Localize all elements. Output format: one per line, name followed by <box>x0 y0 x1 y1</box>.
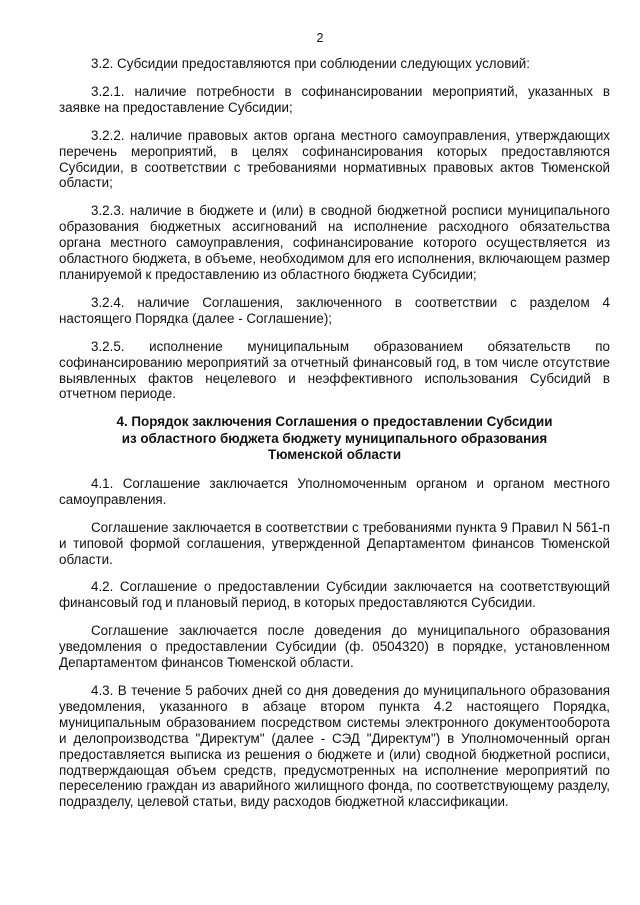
paragraph-3-2-5: 3.2.5. исполнение муниципальным образованием обязательств по софинансированию мероприятий за отчетный финансовый год, в том числе отсутствие выявленных фактов нецелевого и неэффективного использования Субсидий в отчетном периоде. <box>59 338 610 402</box>
paragraph-3-2-1: 3.2.1. наличие потребности в софинансировании мероприятий, указанных в заявке на предоставление Субсидии; <box>59 83 610 115</box>
document-body <box>59 56 610 822</box>
heading-line-2: из областного бюджета бюджету муниципального образования <box>121 430 548 446</box>
paragraph-4-2-agreement: Соглашение заключается после доведения до муниципального образования уведомления о предоставлении Субсидии (ф. 0504320) в порядке, установленном Департаментом финансов Тюменской области. <box>59 623 610 671</box>
paragraph-3-2-2: 3.2.2. наличие правовых актов органа местного самоуправления, утверждающих перечень мероприятий, в целях софинансирования которых предоставляются Субсидии, в соответствии с требованиями нормативных правовых актов Тюменской области; <box>59 127 610 191</box>
paragraph-3-2-3: 3.2.3. наличие в бюджете и (или) в сводной бюджетной росписи муниципального образования бюджетных ассигнований на исполнение расходного обязательства органа местного самоуправления, софинансирование которого осуществляется из областного бюджета, в объеме, необходимом для его исполнения, включающем размер планируемой к предоставлению из областного бюджета Субсидии; <box>59 203 610 282</box>
paragraph-3-2: 3.2. Субсидии предоставляются при соблюдении следующих условий: <box>91 56 530 71</box>
page-number: 2 <box>316 31 324 45</box>
paragraph-4-3: 4.3. В течение 5 рабочих дней со дня доведения до муниципального образования уведомления, указанного в абзаце втором пункта 4.2 настоящего Порядка, муниципальным образованием посредством системы электронного документооборота и делопроизводства "Директум" (далее - СЭД "Директум") в Уполномоченный орган предоставляется выписка из решения о бюджете и (или) сводной бюджетной росписи, подтверждающая объем средств, предусмотренных на исполнение мероприятий по переселению граждан из аварийного жилищного фонда, по соответствующему разделу, подразделу, целевой статьи, виду расходов бюджетной классификации. <box>59 682 610 810</box>
heading-line-1: 4. Порядок заключения Соглашения о предоставлении Субсидии <box>116 414 553 430</box>
paragraph-3-2-4: 3.2.4. наличие Соглашения, заключенного в соответствии с разделом 4 настоящего Порядка (далее - Соглашение); <box>59 294 610 326</box>
paragraph-4-2: 4.2. Соглашение о предоставлении Субсидии заключается на соответствующий финансовый год и плановый период, в которых предоставляются Субсидии. <box>59 579 610 611</box>
section-4-heading <box>59 414 610 463</box>
paragraph-4-1: 4.1. Соглашение заключается Уполномоченным органом и органом местного самоуправления. <box>59 475 610 507</box>
paragraph-4-1-agreement: Соглашение заключается в соответствии с требованиями пункта 9 Правил N 561-п и типовой формой соглашения, утвержденной Департаментом финансов Тюменской области. <box>59 519 610 567</box>
heading-line-3: Тюменской области <box>267 446 402 462</box>
